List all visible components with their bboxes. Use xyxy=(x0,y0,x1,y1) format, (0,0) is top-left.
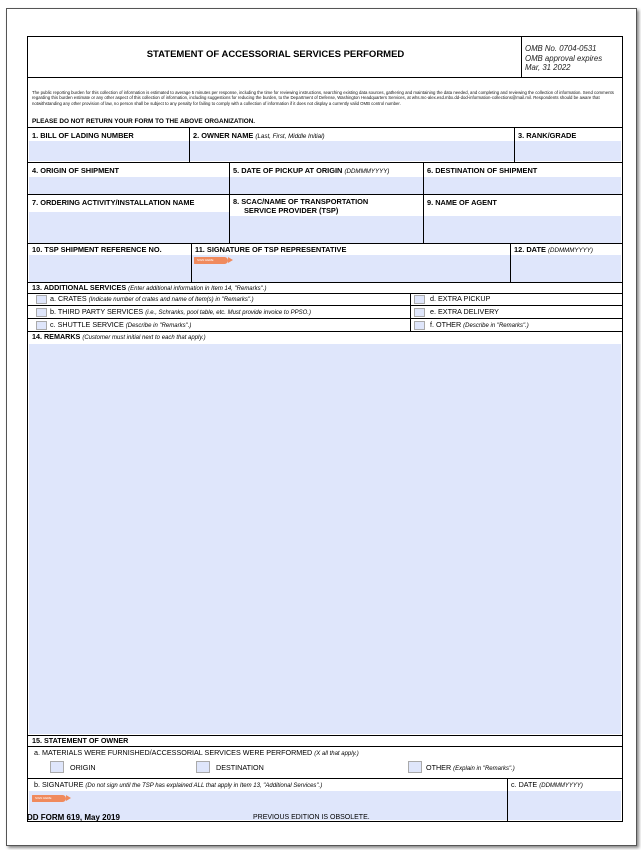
date-input[interactable] xyxy=(511,255,621,282)
scac-label-line1: 8. SCAC/NAME OF TRANSPORTATION xyxy=(233,197,369,206)
owner-name-input[interactable] xyxy=(190,141,514,161)
additional-services-hint: (Enter additional information in Item 14, "Remarks".) xyxy=(128,286,267,292)
extra-delivery-checkbox[interactable] xyxy=(414,308,425,317)
ordering-activity-input[interactable] xyxy=(29,212,229,243)
tsp-reference-input[interactable] xyxy=(29,255,191,282)
owner-name-hint: (Last, First, Middle Initial) xyxy=(255,133,325,140)
extra-pickup-label: d. EXTRA PICKUP xyxy=(430,294,491,303)
owner-signature-tab[interactable]: SIGN HERE xyxy=(32,795,66,802)
owner-signature-label: b. SIGNATURE xyxy=(34,780,84,789)
other-service-hint: (Describe in "Remarks".) xyxy=(463,323,529,329)
date-hint: (DDMMMYYYY) xyxy=(547,247,593,254)
remarks-hint: (Customer must initial next to each that apply.) xyxy=(82,335,206,341)
tsp-signature-tab[interactable]: SIGN HERE xyxy=(194,257,228,264)
owner-date-label: c. DATE xyxy=(511,780,538,789)
other-owner-hint: (Explain in "Remarks".) xyxy=(453,766,515,772)
destination-checkbox[interactable] xyxy=(196,761,210,773)
tsp-signature-input[interactable] xyxy=(192,255,510,282)
bill-of-lading-label: 1. BILL OF LADING NUMBER xyxy=(32,131,134,140)
destination-checkbox-label: DESTINATION xyxy=(216,763,264,772)
remarks-textarea[interactable] xyxy=(29,344,621,734)
other-service-checkbox[interactable] xyxy=(414,321,425,330)
scac-input[interactable] xyxy=(230,216,423,243)
omb-number: OMB No. 0704-0531 xyxy=(525,44,597,53)
date-label: 12. DATE xyxy=(514,245,546,254)
extra-pickup-checkbox[interactable] xyxy=(414,295,425,304)
form-title: STATEMENT OF ACCESSORIAL SERVICES PERFORMED xyxy=(146,49,405,60)
ordering-activity-label: 7. ORDERING ACTIVITY/INSTALLATION NAME xyxy=(32,198,195,207)
origin-checkbox[interactable] xyxy=(50,761,64,773)
agent-label: 9. NAME OF AGENT xyxy=(427,198,497,207)
form-body xyxy=(27,36,623,822)
third-party-hint: (i.e., Schranks, pool table, etc. Must provide invoice to PPSO.) xyxy=(145,310,311,316)
crates-hint: (Indicate number of crates and name of Item(s) in "Remarks".) xyxy=(88,297,254,303)
omb-approval: OMB approval expires xyxy=(525,53,603,63)
pickup-date-input[interactable] xyxy=(230,177,423,194)
tsp-signature-label: 11. SIGNATURE OF TSP REPRESENTATIVE xyxy=(195,245,347,254)
extra-delivery-label: e. EXTRA DELIVERY xyxy=(430,307,499,316)
destination-input[interactable] xyxy=(424,177,621,194)
origin-label: 4. ORIGIN OF SHIPMENT xyxy=(32,166,120,175)
pickup-date-hint: (DDMMMYYYY) xyxy=(344,168,390,175)
scac-label-line2: SERVICE PROVIDER (TSP) xyxy=(244,206,339,215)
origin-input[interactable] xyxy=(29,177,229,194)
destination-label: 6. DESTINATION OF SHIPMENT xyxy=(427,166,538,175)
previous-edition-note: PREVIOUS EDITION IS OBSOLETE. xyxy=(253,814,370,821)
rank-grade-label: 3. RANK/GRADE xyxy=(518,131,577,140)
tsp-reference-label: 10. TSP SHIPMENT REFERENCE NO. xyxy=(32,245,162,254)
materials-furnished-hint: (X all that apply.) xyxy=(314,751,359,757)
agent-input[interactable] xyxy=(424,216,621,243)
burden-statement: The public reporting burden for this collection of information is estimated to average 5 minutes per response, including the time for reviewing instructions, searching existing data sources, gathering and maintaining the data needed, and completing and reviewing the collection of information. Send comments regarding this burden estimate or any other aspect of this collection of information, including suggestions for reducing the burden, to the Department of Defense, Washington Headquarters Services, at whs.mc-alex.esd.mbx.dd-dod-information-collections@mail.mil. Respondents should be aware that notwithstanding any other provision of law, no person shall be subject to any penalty for failing to comply with a collection of information if it does not display a currently valid OMB control number. xyxy=(32,90,614,106)
other-owner-checkbox[interactable] xyxy=(408,761,422,773)
materials-furnished-label: a. MATERIALS WERE FURNISHED/ACCESSORIAL SERVICES WERE PERFORMED xyxy=(34,748,313,757)
other-owner-label: OTHER xyxy=(426,763,452,772)
omb-date: Mar, 31 2022 xyxy=(525,63,571,73)
do-not-return-notice: PLEASE DO NOT RETURN YOUR FORM TO THE ABOVE ORGANIZATION. xyxy=(32,118,256,125)
shuttle-checkbox[interactable] xyxy=(36,321,47,330)
shuttle-label: c. SHUTTLE SERVICE xyxy=(50,320,124,329)
bill-of-lading-input[interactable] xyxy=(29,141,189,161)
remarks-heading: 14. REMARKS xyxy=(32,332,81,341)
owner-date-input[interactable] xyxy=(508,791,621,820)
omb-info xyxy=(525,44,602,73)
form-id: DD FORM 619, May 2019 xyxy=(27,813,120,822)
additional-services-heading: 13. ADDITIONAL SERVICES xyxy=(32,283,127,292)
origin-checkbox-label: ORIGIN xyxy=(70,763,96,772)
crates-checkbox[interactable] xyxy=(36,295,47,304)
shuttle-hint: (Describe in "Remarks".) xyxy=(125,323,192,329)
owner-date-hint: (DDMMMYYYY) xyxy=(539,783,583,789)
rank-grade-input[interactable] xyxy=(515,141,621,161)
other-service-label: f. OTHER xyxy=(430,320,462,329)
crates-label: a. CRATES xyxy=(50,294,87,303)
form-page xyxy=(6,8,637,846)
third-party-label: b. THIRD PARTY SERVICES xyxy=(50,307,144,316)
pickup-date-label: 5. DATE OF PICKUP AT ORIGIN xyxy=(233,166,343,175)
owner-name-label: 2. OWNER NAME xyxy=(193,131,254,140)
owner-signature-hint: (Do not sign until the TSP has explained ALL that apply in Item 13, "Additional Services".) xyxy=(85,783,323,789)
third-party-checkbox[interactable] xyxy=(36,308,47,317)
statement-of-owner-heading: 15. STATEMENT OF OWNER xyxy=(32,736,129,745)
